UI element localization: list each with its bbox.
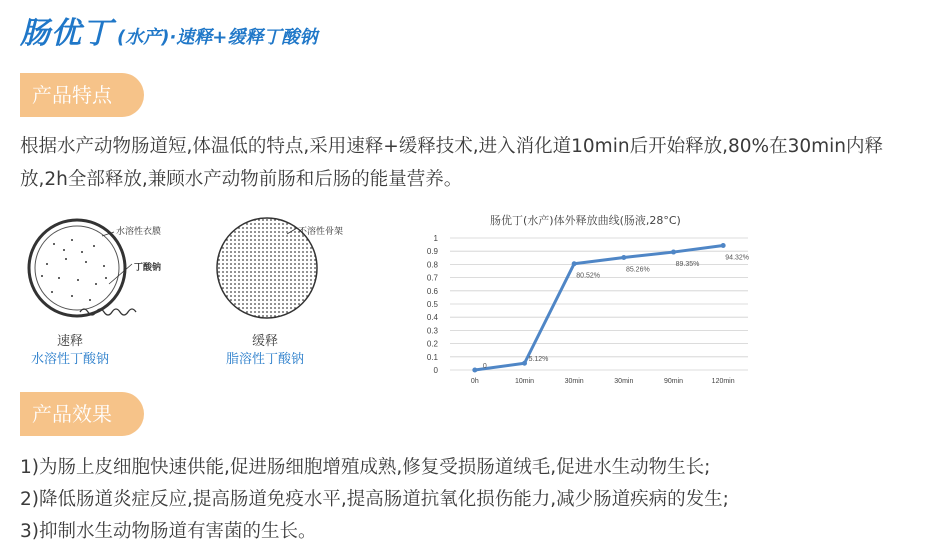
product-name: 肠优丁 bbox=[20, 16, 113, 51]
chart-title: 肠优丁(水产)体外释放曲线(肠液,28°C) bbox=[490, 214, 681, 227]
y-tick-label: 0.4 bbox=[426, 313, 438, 323]
section-tag-effects: 产品效果 bbox=[20, 392, 144, 436]
x-tick-label: 10min bbox=[514, 378, 535, 385]
page-title bbox=[20, 8, 317, 52]
y-tick-label: 0.5 bbox=[426, 300, 438, 309]
features-paragraph: 根据水产动物肠道短,体温低的特点,采用速释+缓释技术,进入消化道10min后开始释放,80%在30min内释放,2h全部释放,兼顾水产动物前肠和后肠的能量营养。 bbox=[20, 136, 883, 190]
x-tick-label: 90min bbox=[663, 378, 684, 385]
y-tick-label: 1 bbox=[433, 234, 438, 243]
fast-caption-sub: 水溶性丁酸钠 bbox=[30, 352, 109, 367]
x-tick-label: 120min bbox=[711, 378, 735, 385]
label-sodium-butyrate: 丁酸钠 bbox=[134, 263, 162, 273]
x-tick-label: 30min bbox=[614, 378, 634, 385]
y-tick-label: 0.2 bbox=[426, 339, 438, 349]
label-water-soluble-coating: 水溶性衣膜 bbox=[116, 227, 162, 237]
effect-item-1: 1)为肠上皮细胞快速供能,促进肠细胞增殖成熟,修复受损肠道绒毛,促进水生动物生长; bbox=[20, 457, 711, 478]
data-label: 94.32% bbox=[725, 254, 750, 262]
data-point bbox=[472, 368, 477, 373]
slow-caption: 缓释 bbox=[251, 334, 278, 349]
fast-release-coating bbox=[29, 220, 125, 316]
data-point bbox=[572, 261, 577, 266]
data-label: 5.12% bbox=[528, 356, 549, 364]
x-tick-label: 0h bbox=[470, 378, 479, 385]
data-point bbox=[721, 243, 726, 248]
data-label: 89.35% bbox=[675, 261, 700, 269]
label-insoluble-skeleton: 不溶性骨架 bbox=[298, 227, 344, 237]
data-label: 0 bbox=[482, 363, 487, 370]
data-point bbox=[671, 250, 676, 255]
data-label: 85.26% bbox=[625, 266, 650, 274]
data-point bbox=[522, 361, 527, 366]
y-tick-label: 0.7 bbox=[426, 273, 438, 283]
slow-caption-sub: 脂溶性丁酸钠 bbox=[225, 352, 304, 367]
y-tick-label: 0.3 bbox=[426, 326, 438, 336]
fast-caption: 速释 bbox=[56, 334, 83, 349]
effect-item-2: 2)降低肠道炎症反应,提高肠道免疫水平,提高肠道抗氧化损伤能力,减少肠道疾病的发生; bbox=[20, 489, 729, 510]
y-tick-label: 0.9 bbox=[426, 247, 438, 257]
x-tick-label: 30min bbox=[564, 378, 584, 385]
data-point bbox=[621, 255, 626, 260]
section-tag-features: 产品特点 bbox=[20, 73, 144, 117]
y-tick-label: 0.1 bbox=[426, 352, 438, 362]
y-tick-label: 0.8 bbox=[426, 260, 438, 270]
effect-item-3: 3)抑制水生动物肠道有害菌的生长。 bbox=[20, 521, 317, 542]
data-label: 80.52% bbox=[576, 272, 601, 280]
y-tick-label: 0.6 bbox=[426, 286, 438, 296]
y-tick-label: 0 bbox=[433, 366, 438, 375]
release-curve-chart bbox=[420, 228, 760, 388]
effects-list bbox=[20, 452, 920, 548]
product-subtitle: (水产)·速释+缓释丁酸钠 bbox=[117, 27, 318, 48]
